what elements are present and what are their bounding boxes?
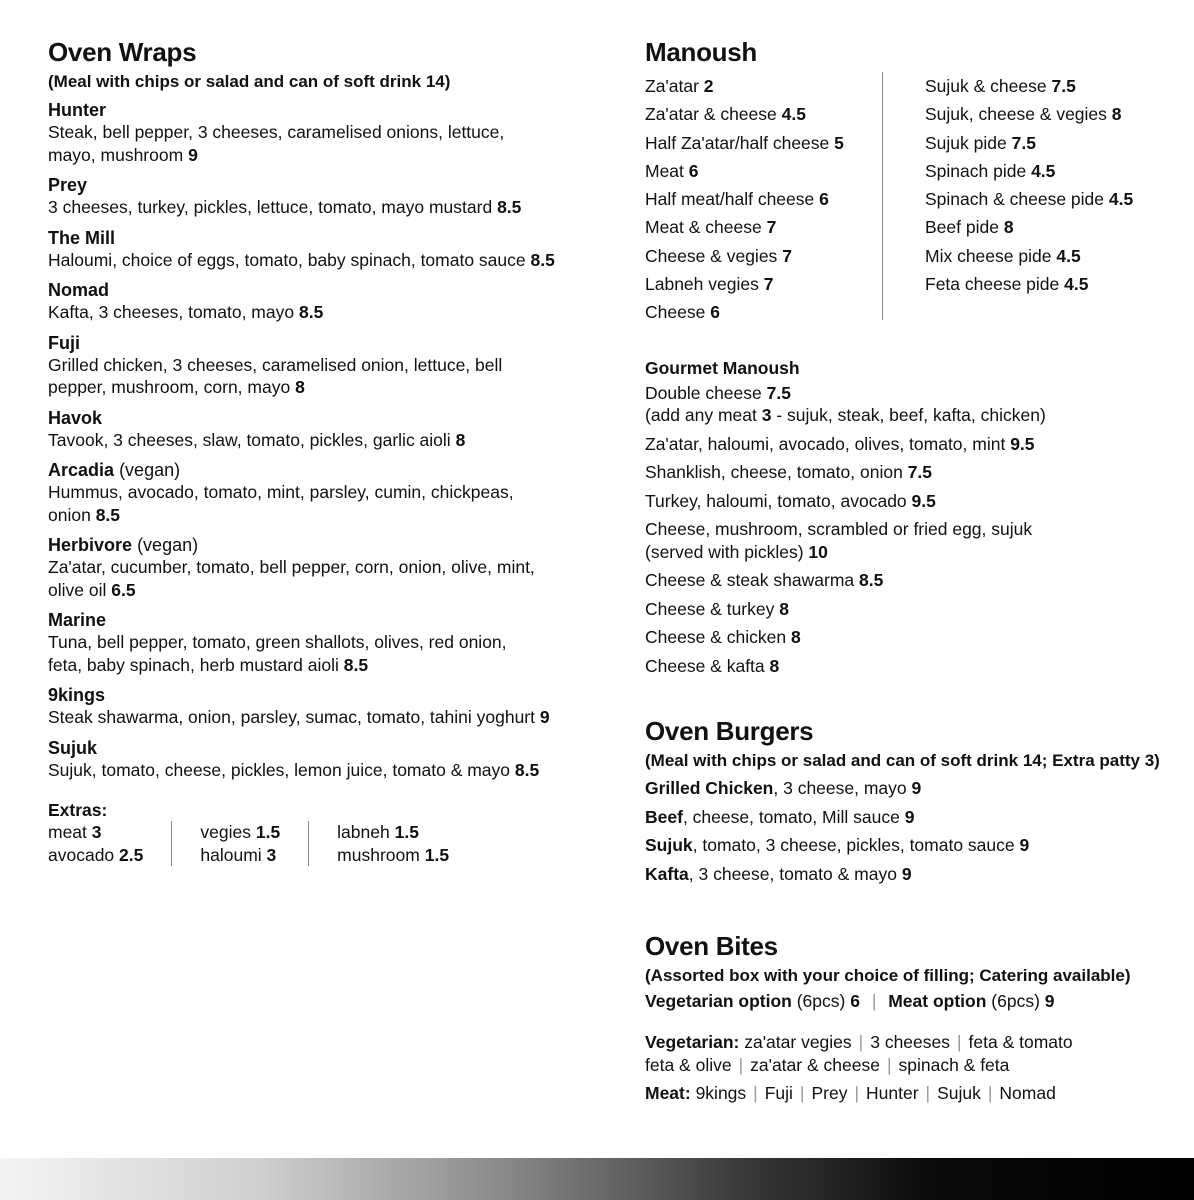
gourmet-item-note-rest: - sujuk, steak, beef, kafta, chicken) [776,405,1046,426]
wrap-item [48,279,608,324]
filling-item: 9kings [695,1083,747,1104]
manoush-item-price: 4.5 [1031,160,1056,181]
manoush-item-price: 7 [782,245,792,266]
filling-item: Sujuk [937,1083,981,1104]
meat-fillings-label: Meat: [645,1083,691,1104]
wrap-item-desc [48,556,608,601]
burger-item-price: 9 [904,806,915,827]
manoush-item-name: Beef pide [925,217,999,238]
manoush-item-name: Meat & cheese [645,217,762,238]
gourmet-item [645,461,1190,484]
wrap-item-note: (vegan) [119,460,181,480]
wrap-item-desc-line1: Steak shawarma, onion, parsley, sumac, tomato, tahini yoghurt [48,707,536,727]
manoush-item-name: Za'atar & cheese [645,104,777,125]
manoush-item [645,100,882,128]
gourmet-item-name: Za'atar, haloumi, avocado, olives, tomato, mint [645,433,1006,454]
manoush-item [645,242,882,270]
filling-item: Fuji [764,1083,793,1104]
manoush-item-price: 6 [819,189,829,210]
wrap-item-header [48,534,608,556]
wrap-item-desc-line1: Kafta, 3 cheeses, tomato, mayo [48,302,295,322]
manoush-item [645,213,882,241]
veg-fillings-label: Vegetarian: [645,1032,740,1053]
wrap-item-price: 8.5 [514,759,540,780]
wrap-item-header [48,279,608,301]
meat-option-name: Meat option [888,991,987,1012]
manoush-item [925,129,1133,157]
wrap-item-price: 8.5 [497,197,522,217]
extras-item-name: avocado [48,844,115,865]
burger-item-price: 9 [1019,835,1030,856]
manoush-item-price: 4.5 [781,104,806,125]
wrap-item-name: Marine [48,610,107,630]
wrap-item-price: 9 [188,144,198,165]
veg-option-price: 6 [850,991,860,1012]
wrap-item-header [48,332,608,354]
wrap-item-header [48,684,608,706]
wrap-item-desc [48,196,608,219]
manoush-item-name: Sujuk pide [925,132,1007,153]
wrap-item-desc [48,301,608,324]
wrap-item [48,737,608,782]
oven-bites-section [645,930,1190,1105]
separator: | [871,991,877,1012]
manoush-column-right [882,72,1133,320]
burger-item [645,831,1190,860]
manoush-item-price: 8 [1003,217,1014,238]
gourmet-item-name: Cheese & steak shawarma [645,570,855,591]
manoush-item-name: Feta cheese pide [925,274,1060,295]
wrap-item-header [48,609,608,631]
manoush-item-price: 7 [766,217,777,238]
oven-wraps-section [48,36,608,866]
wrap-item-header [48,737,608,759]
wrap-item-name: Herbivore [48,535,133,555]
meat-fillings-line [645,1082,1190,1105]
gourmet-item-name: Cheese & kafta [645,655,765,676]
manoush-item [925,100,1133,128]
manoush-item [645,129,882,157]
extras-column [48,821,171,866]
extras-item [48,844,143,867]
extras-item-price: 1.5 [255,822,281,842]
extras-title: Extras: [48,800,108,820]
manoush-item-name: Za'atar [645,76,699,96]
burger-item-desc: , 3 cheese, tomato & mayo [688,863,897,884]
wrap-item-desc [48,429,608,452]
manoush-item [645,72,882,100]
veg-option-qty: (6pcs) [796,991,846,1012]
wrap-item-price: 6.5 [111,579,136,600]
wrap-item-name: Fuji [48,332,80,353]
burger-item-price: 9 [911,778,922,799]
meat-option-qty: (6pcs) [991,991,1040,1012]
burger-item-desc: , cheese, tomato, Mill sauce [682,806,900,827]
separator: | [957,1032,962,1053]
veg-fillings-line-2 [645,1054,1190,1077]
wrap-item [48,684,608,729]
manoush-item-name: Spinach pide [925,160,1027,181]
gourmet-item [645,490,1190,513]
manoush-list [645,72,1190,327]
veg-fillings-1 [744,1032,1072,1052]
gourmet-item-name: Cheese, mushroom, scrambled or fried egg, sujuk [645,519,1033,540]
wrap-item-desc-line2: olive oil [48,579,107,600]
wrap-item-desc-line1: Haloumi, choice of eggs, tomato, baby spinach, tomato sauce [48,249,526,270]
filling-item: feta & tomato [968,1032,1073,1053]
manoush-item-price: 7 [763,274,774,295]
filling-item: feta & olive [645,1055,732,1076]
wrap-item-price: 8 [455,429,466,450]
extras-item-name: mushroom [337,844,420,865]
extras-item-price: 2.5 [119,844,144,865]
wrap-item-price: 8 [295,377,305,397]
extras-block [48,799,608,866]
gourmet-item-name: Cheese & chicken [645,627,787,648]
wrap-item-desc [48,249,608,272]
wrap-item-header [48,459,608,481]
manoush-item-price: 6 [710,302,720,323]
gourmet-item-note: (served with pickles) [645,541,804,562]
burger-item-name: Sujuk [645,835,693,856]
gourmet-item [645,569,1190,592]
wrap-item-header [48,227,608,249]
right-column [645,36,1190,1105]
veg-option-name: Vegetarian option [645,991,792,1012]
extras-column [171,821,308,866]
manoush-item [925,213,1133,241]
filling-item: za'atar vegies [744,1032,852,1053]
manoush-item [645,298,882,326]
gourmet-item-price: 7.5 [907,462,933,483]
gourmet-item-name: Turkey, haloumi, tomato, avocado [645,490,907,511]
separator: | [738,1055,744,1076]
separator: | [925,1083,931,1104]
manoush-item-name: Half Za'atar/half cheese [645,132,830,153]
separator: | [799,1083,805,1104]
gourmet-item-name: Cheese & turkey [645,598,775,619]
bites-options [645,987,1190,1015]
wrap-item-desc-line1: Tuna, bell pepper, tomato, green shallots, olives, red onion, [48,632,507,652]
burger-item-name: Kafta [645,863,689,884]
wrap-item-desc [48,759,608,782]
separator: | [987,1083,993,1104]
manoush-item-price: 2 [703,76,714,96]
extras-item-price: 1.5 [424,844,450,865]
filling-item: Nomad [999,1083,1056,1104]
burger-item-name: Grilled Chicken [645,778,774,799]
wrap-item [48,227,608,272]
veg-fillings-line-1 [645,1031,1190,1054]
extras-item-price: 1.5 [394,822,419,842]
wrap-item [48,534,608,601]
manoush-item-name: Cheese & vegies [645,245,778,266]
wrap-item-name: Nomad [48,280,110,300]
wrap-item-name: Havok [48,407,103,428]
wrap-item-desc [48,481,608,526]
gourmet-item-price: 10 [808,541,828,562]
gourmet-item-name: Shanklish, cheese, tomato, onion [645,462,903,483]
manoush-item-price: 4.5 [1056,245,1081,266]
wrap-item-name: Arcadia [48,460,115,480]
burger-item [645,774,1190,803]
wrap-item-desc-line2: feta, baby spinach, herb mustard aioli [48,654,339,675]
extras-column [308,821,477,866]
gourmet-item-price: 8 [779,598,789,619]
manoush-item-price: 4.5 [1064,274,1089,295]
burger-item-desc: , 3 cheese, mayo [773,778,907,799]
wrap-list [48,99,608,781]
manoush-item [645,270,882,298]
wrap-item-header [48,407,608,429]
gourmet-item-note: (add any meat [645,405,757,426]
wrap-item-desc [48,706,608,729]
meat-fillings [696,1083,1056,1103]
oven-burgers-section [645,715,1190,888]
manoush-item-price: 5 [834,132,844,153]
manoush-item [925,270,1133,298]
manoush-item-price: 7.5 [1011,132,1036,153]
wrap-item-header [48,99,608,121]
wrap-item-name: The Mill [48,227,115,248]
gourmet-manoush-title: Gourmet Manoush [645,357,800,378]
gourmet-list [645,433,1190,678]
wrap-item-desc-line1: Steak, bell pepper, 3 cheeses, caramelised onions, lettuce, [48,122,505,142]
oven-wraps-subtitle: (Meal with chips or salad and can of soft drink 14) [48,72,451,91]
wrap-item-name: Sujuk [48,737,98,758]
wrap-item-price: 8.5 [530,249,555,270]
extras-item-price: 3 [266,844,277,865]
wrap-item-price: 8.5 [95,504,121,525]
extras-item [48,821,143,844]
wrap-item-desc-line2: onion [48,504,91,525]
manoush-item-price: 4.5 [1108,189,1134,210]
wrap-item-desc [48,631,608,676]
manoush-item-name: Half meat/half cheese [645,189,815,210]
extras-item-name: vegies [200,822,251,842]
extras-item [337,844,449,867]
manoush-item [925,185,1133,213]
gourmet-item-price: 8 [790,627,801,648]
gourmet-item [645,433,1190,456]
gourmet-item-name: Double cheese [645,382,762,403]
wrap-item-desc-line1: Hummus, avocado, tomato, mint, parsley, cumin, chickpeas, [48,482,514,502]
oven-bites-title: Oven Bites [645,931,778,962]
filling-item: Hunter [866,1083,919,1104]
wrap-item-desc [48,121,608,166]
wrap-item-name: Prey [48,175,88,195]
separator: | [886,1055,892,1076]
gourmet-item-price: 8 [769,655,780,676]
gourmet-item [645,382,1190,427]
manoush-item-name: Cheese [645,302,706,323]
gourmet-item-price: 8.5 [859,570,884,591]
manoush-item [925,157,1133,185]
wrap-item-desc-line1: Tavook, 3 cheeses, slaw, tomato, pickles, garlic aioli [48,429,451,450]
wrap-item-desc-line1: Grilled chicken, 3 cheeses, caramelised onion, lettuce, bell [48,354,503,375]
manoush-item-price: 7.5 [1051,76,1076,96]
wrap-item [48,407,608,452]
wrap-item-desc-line2: pepper, mushroom, corn, mayo [48,377,291,397]
extras-item [200,821,280,844]
manoush-item-name: Spinach & cheese pide [925,189,1105,210]
wrap-item [48,609,608,676]
extras-item [337,821,449,844]
gourmet-item-price: 9.5 [911,490,936,511]
meat-option-price: 9 [1044,991,1055,1012]
gourmet-item [645,655,1190,678]
wrap-item-name: Hunter [48,100,106,120]
burger-item [645,803,1190,832]
filling-item: Prey [811,1083,848,1104]
extras-item-price: 3 [91,822,102,842]
wrap-item-desc-line2: mayo, mushroom [48,144,184,165]
separator: | [753,1083,758,1104]
gourmet-item [645,518,1190,563]
burger-item [645,860,1190,889]
wrap-item [48,174,608,219]
wrap-item [48,332,608,399]
manoush-item-name: Labneh vegies [645,274,759,295]
wrap-item [48,459,608,526]
wrap-item-desc-line1: 3 cheeses, turkey, pickles, lettuce, tomato, mayo mustard [48,197,493,217]
manoush-item-price: 6 [688,160,699,181]
separator: | [854,1083,859,1104]
filling-item: spinach & feta [898,1055,1010,1076]
manoush-title: Manoush [645,37,758,67]
extras-item [200,844,280,867]
filling-item: za'atar & cheese [750,1055,880,1076]
filling-item: 3 cheeses [870,1032,950,1053]
oven-bites-subtitle: (Assorted box with your choice of filling; Catering available) [645,966,1131,986]
gourmet-item-price: 9.5 [1010,433,1035,454]
manoush-item-price: 8 [1111,104,1122,125]
wrap-item-desc-line1: Sujuk, tomato, cheese, pickles, lemon juice, tomato & mayo [48,759,511,780]
wrap-item-price: 8.5 [298,302,324,322]
manoush-item [645,185,882,213]
manoush-item [925,72,1133,100]
manoush-item-name: Mix cheese pide [925,245,1052,266]
burger-item-desc: , tomato, 3 cheese, pickles, tomato sauce [692,835,1015,856]
gourmet-item [645,598,1190,621]
oven-burgers-subtitle: (Meal with chips or salad and can of soft drink 14; Extra patty 3) [645,751,1160,771]
manoush-item [645,157,882,185]
extras-grid [48,821,608,866]
wrap-item-price: 9 [539,707,550,727]
manoush-column-left [645,72,882,327]
burger-item-price: 9 [901,863,912,884]
wrap-item-desc-line1: Za'atar, cucumber, tomato, bell pepper, corn, onion, olive, mint, [48,557,535,577]
wrap-item-price: 8.5 [343,654,369,675]
wrap-item-desc [48,354,608,399]
manoush-item-name: Sujuk, cheese & vegies [925,104,1107,125]
burger-list [645,774,1190,888]
oven-burgers-title: Oven Burgers [645,716,814,747]
burger-item-name: Beef [645,806,683,827]
wrap-item [48,99,608,166]
gourmet-item [645,626,1190,649]
gourmet-item-note-price: 3 [761,405,772,426]
oven-wraps-title: Oven Wraps [48,37,197,67]
wrap-item-name: 9kings [48,685,106,705]
manoush-item [925,242,1133,270]
separator: | [858,1032,864,1053]
wrap-item-header [48,174,608,196]
manoush-item-name: Meat [645,160,684,181]
extras-item-name: meat [48,822,87,842]
extras-item-name: haloumi [200,844,262,865]
extras-item-name: labneh [337,822,390,842]
gourmet-item-price: 7.5 [766,382,791,403]
bottom-gradient-bar [0,1158,1194,1200]
manoush-item-name: Sujuk & cheese [925,76,1047,96]
wrap-item-note: (vegan) [137,535,199,555]
